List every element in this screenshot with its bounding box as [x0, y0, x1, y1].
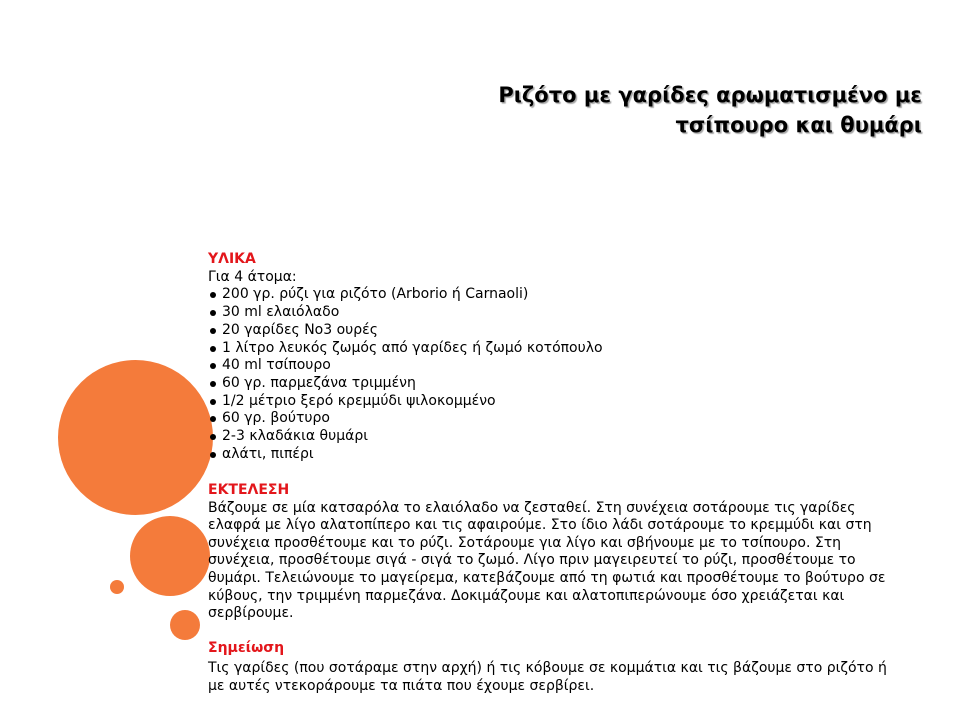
bullet-icon [210, 452, 216, 458]
note-line: Τις γαρίδες (που σοτάραμε στην αρχή) ή τις κόβουμε σε κομμάτια και τις βάζουμε στο ριζότο ή [208, 660, 887, 676]
method-line: ελαφρά με λίγο αλατοπίπερο και τις αφαιρούμε. Στο ίδιο λάδι σοτάρουμε το κρεμμύδι και στη [208, 517, 872, 534]
method-line: Βάζουμε σε μία κατσαρόλα το ελαιόλαδο να ζεσταθεί. Στη συνέχεια σοτάρουμε τις γαρίδες [208, 499, 856, 516]
title-line-1: Ριζότο με γαρίδες αρωματισμένο με [498, 83, 922, 107]
method-line: θυμάρι. Τελειώνουμε το μαγείρεμα, κατεβάζουμε από τη φωτιά και προσθέτουμε το βούτυρο σε [208, 569, 886, 586]
ingredient-text: αλάτι, πιπέρι [222, 445, 314, 462]
method-section [208, 482, 885, 623]
ingredients-list [208, 286, 603, 463]
bullet-icon [210, 434, 216, 440]
list-item [208, 340, 603, 358]
bullet-icon [210, 310, 216, 316]
list-item [208, 286, 603, 304]
note-line: με αυτές ντεκοράρουμε τα πιάτα που έχουμε σερβίρει. [208, 678, 595, 694]
list-item [208, 428, 603, 446]
method-line: σερβίρουμε. [208, 605, 294, 622]
bullet-icon [210, 346, 216, 352]
bullet-icon [210, 399, 216, 405]
ingredient-text: 2-3 κλαδάκια θυμάρι [222, 428, 368, 445]
bullet-icon [210, 328, 216, 334]
ingredient-text: 60 γρ. παρμεζάνα τριμμένη [222, 374, 416, 391]
list-item [208, 357, 603, 375]
list-item [208, 446, 603, 464]
list-item [208, 410, 603, 428]
servings-text: Για 4 άτομα: [208, 268, 297, 285]
list-item [208, 393, 603, 411]
decor-circle-large [58, 360, 213, 515]
ingredients-heading: ΥΛΙΚΑ [208, 251, 256, 267]
title-line-2: τσίπουρο και θυμάρι [675, 113, 922, 137]
bullet-icon [210, 416, 216, 422]
list-item [208, 322, 603, 340]
ingredient-text: 40 ml τσίπουρο [222, 357, 331, 374]
note-heading: Σημείωση [208, 640, 285, 656]
decor-circle-tiny [110, 580, 124, 594]
bullet-icon [210, 381, 216, 387]
bullet-icon [210, 292, 216, 298]
slide-title [498, 80, 922, 140]
bullet-icon [210, 363, 216, 369]
ingredients-section [208, 251, 603, 463]
method-line: συνέχεια, προσθέτουμε σιγά - σιγά το ζωμό. Λίγο πριν μαγειρευτεί το ρύζι, προσθέτουμε το [208, 552, 856, 569]
method-heading: ΕΚΤΕΛΕΣΗ [208, 482, 290, 498]
list-item [208, 375, 603, 393]
method-line: κύβους, την τριμμένη παρμεζάνα. Δοκιμάζουμε και αλατοπιπερώνουμε όσο χρειάζεται και [208, 587, 845, 604]
ingredient-text: 30 ml ελαιόλαδο [222, 304, 340, 321]
decor-circle-medium [130, 516, 210, 596]
method-line: συνέχεια προσθέτουμε και το ρύζι. Σοτάρουμε για λίγο και σβήνουμε με το τσίπουρο. Στη [208, 534, 842, 551]
note-section [208, 639, 887, 695]
ingredient-text: 60 γρ. βούτυρο [222, 410, 330, 427]
ingredient-text: 20 γαρίδες Νο3 ουρές [222, 321, 378, 338]
ingredient-text: 200 γρ. ρύζι για ριζότο (Arborio ή Carnaoli) [222, 286, 529, 303]
ingredient-text: 1/2 μέτριο ξερό κρεμμύδι ψιλοκομμένο [222, 392, 496, 409]
list-item [208, 304, 603, 322]
decor-circle-small [170, 610, 200, 640]
ingredient-text: 1 λίτρο λευκός ζωμός από γαρίδες ή ζωμό κοτόπουλο [222, 339, 603, 356]
